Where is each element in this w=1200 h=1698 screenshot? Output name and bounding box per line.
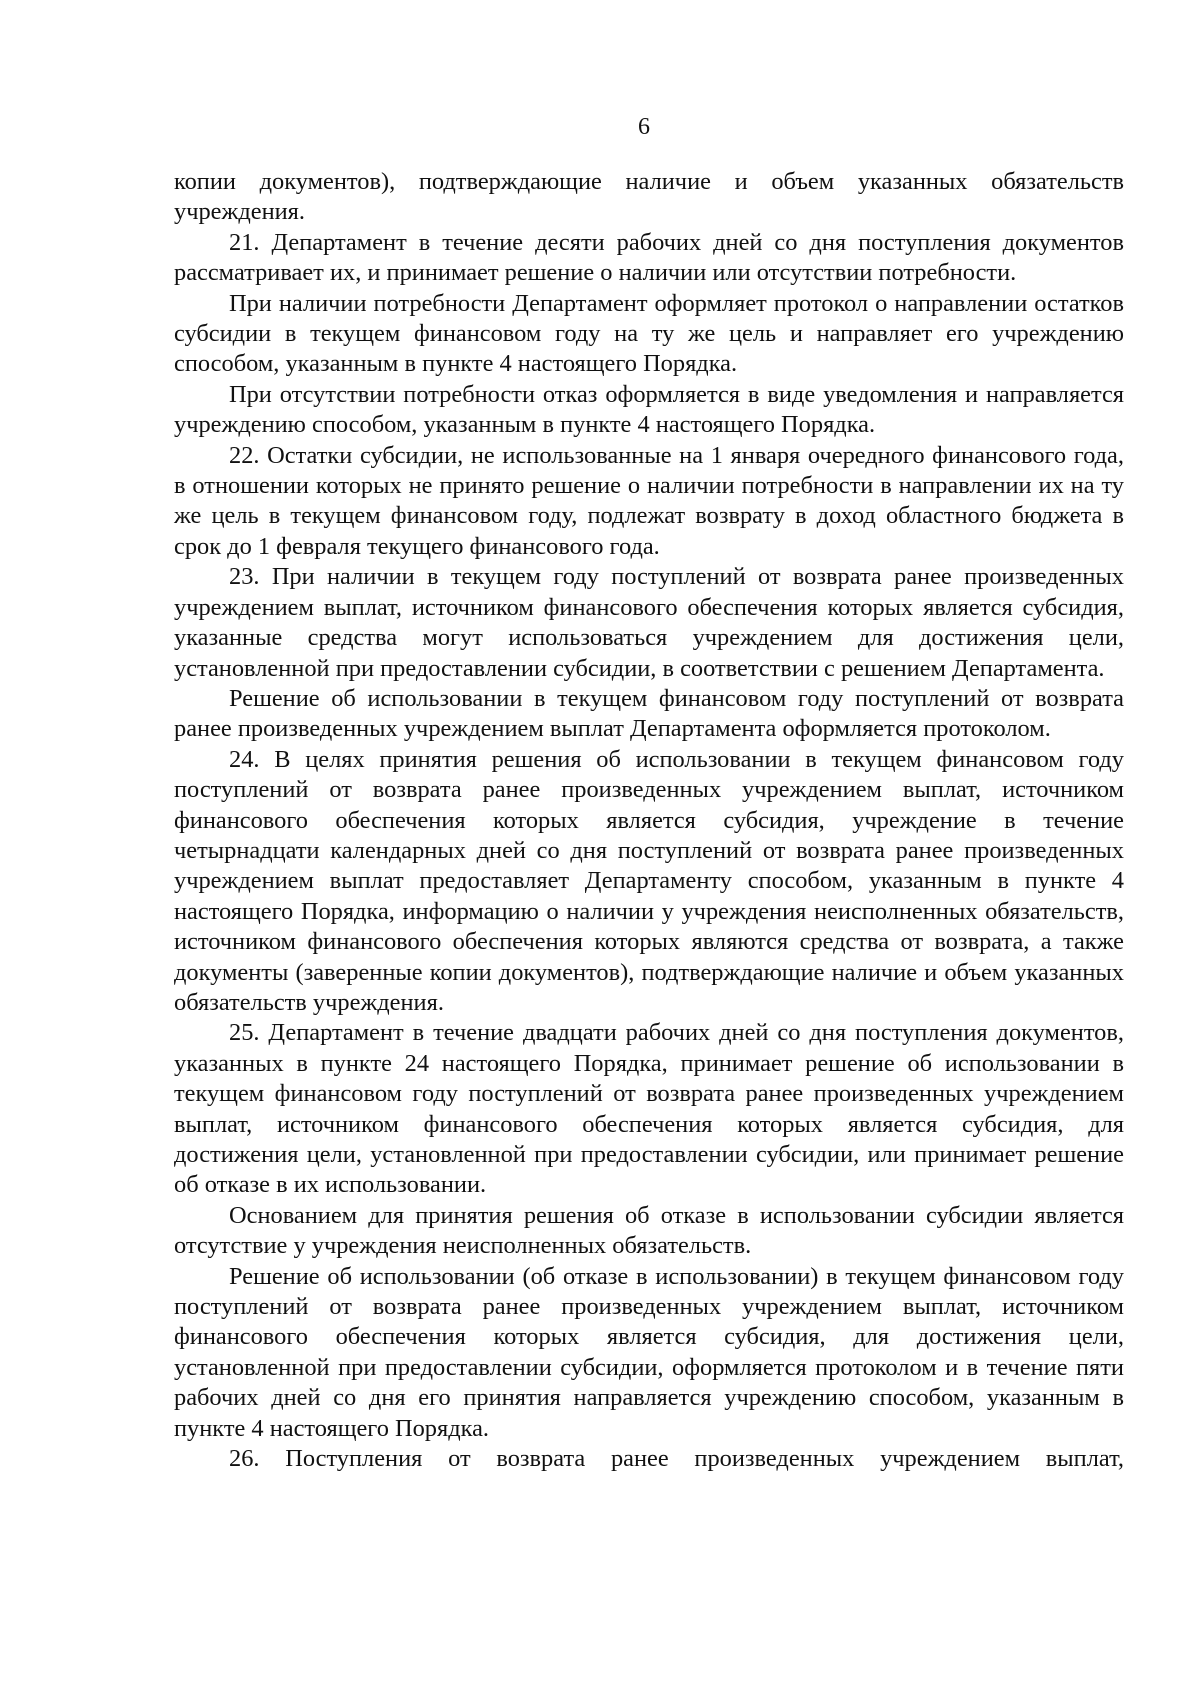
paragraph-21-no-need: При отсутствии потребности отказ оформляется в виде уведомления и направляется учреждению способом, указанным в пункте 4 настоящего Порядка. (174, 380, 1124, 439)
paragraph-23: 23. При наличии в текущем году поступлений от возврата ранее произведенных учреждением выплат, источником финансового обеспечения которых является субсидия, указанные средства могут использоваться учреждением для достижения цели, установленной при предоставлении субсидии, в соответствии с решением Департамента. (174, 563, 1124, 682)
paragraph-23-decision: Решение об использовании в текущем финансовом году поступлений от возврата ранее произведенных учреждением выплат Департамента оформляется протоколом. (174, 684, 1124, 743)
paragraph-continuation: копии документов), подтверждающие наличие и объем указанных обязательств учреждения. (174, 168, 1124, 226)
document-body (174, 167, 1124, 1474)
page-number: 6 (638, 114, 650, 140)
paragraph-25-decision: Решение об использовании (об отказе в использовании) в текущем финансовом году поступлений от возврата ранее произведенных учреждением выплат, источником финансового обеспечения которых является субсидия, для достижения цели, установленной при предоставлении субсидии, оформляется протоколом и в течение пяти рабочих дней со дня его принятия направляется учреждению способом, указанным в пункте 4 настоящего Порядка. (174, 1262, 1124, 1442)
paragraph-21: 21. Департамент в течение десяти рабочих дней со дня поступления документов рассматривает их, и принимает решение о наличии или отсутствии потребности. (174, 228, 1124, 287)
paragraph-26: 26. Поступления от возврата ранее произведенных учреждением выплат, (229, 1445, 1124, 1473)
paragraph-25-basis: Основанием для принятия решения об отказе в использовании субсидии является отсутствие у учреждения неисполненных обязательств. (174, 1201, 1124, 1260)
paragraph-22: 22. Остатки субсидии, не использованные на 1 января очередного финансового года, в отношении которых не принято решение о наличии потребности в направлении их на ту же цель в текущем финансовом году, подлежат возврату в доход областного бюджета в срок до 1 февраля текущего финансового года. (174, 441, 1124, 560)
paragraph-24: 24. В целях принятия решения об использовании в текущем финансовом году поступлений от возврата ранее произведенных учреждением выплат, источником финансового обеспечения которых является субсидия, учреждение в течение четырнадцати календарных дней со дня поступлений от возврата ранее произведенных учреждением выплат предоставляет Департаменту способом, указанным в пункте 4 настоящего Порядка, информацию о наличии у учреждения неисполненных обязательств, источником финансового обеспечения которых являются средства от возврата, а также документы (заверенные копии документов), подтверждающие наличие и объем указанных обязательств учреждения. (174, 745, 1124, 1016)
paragraph-25: 25. Департамент в течение двадцати рабочих дней со дня поступления документов, указанных в пункте 24 настоящего Порядка, принимает решение об использовании в текущем финансовом году поступлений от возврата ранее произведенных учреждением выплат, источником финансового обеспечения которых является субсидия, для достижения цели, установленной при предоставлении субсидии, или принимает решение об отказе в их использовании. (174, 1019, 1124, 1199)
paragraph-21-need: При наличии потребности Департамент оформляет протокол о направлении остатков субсидии в текущем финансовом году на ту же цель и направляет его учреждению способом, указанным в пункте 4 настоящего Порядка. (174, 289, 1124, 378)
